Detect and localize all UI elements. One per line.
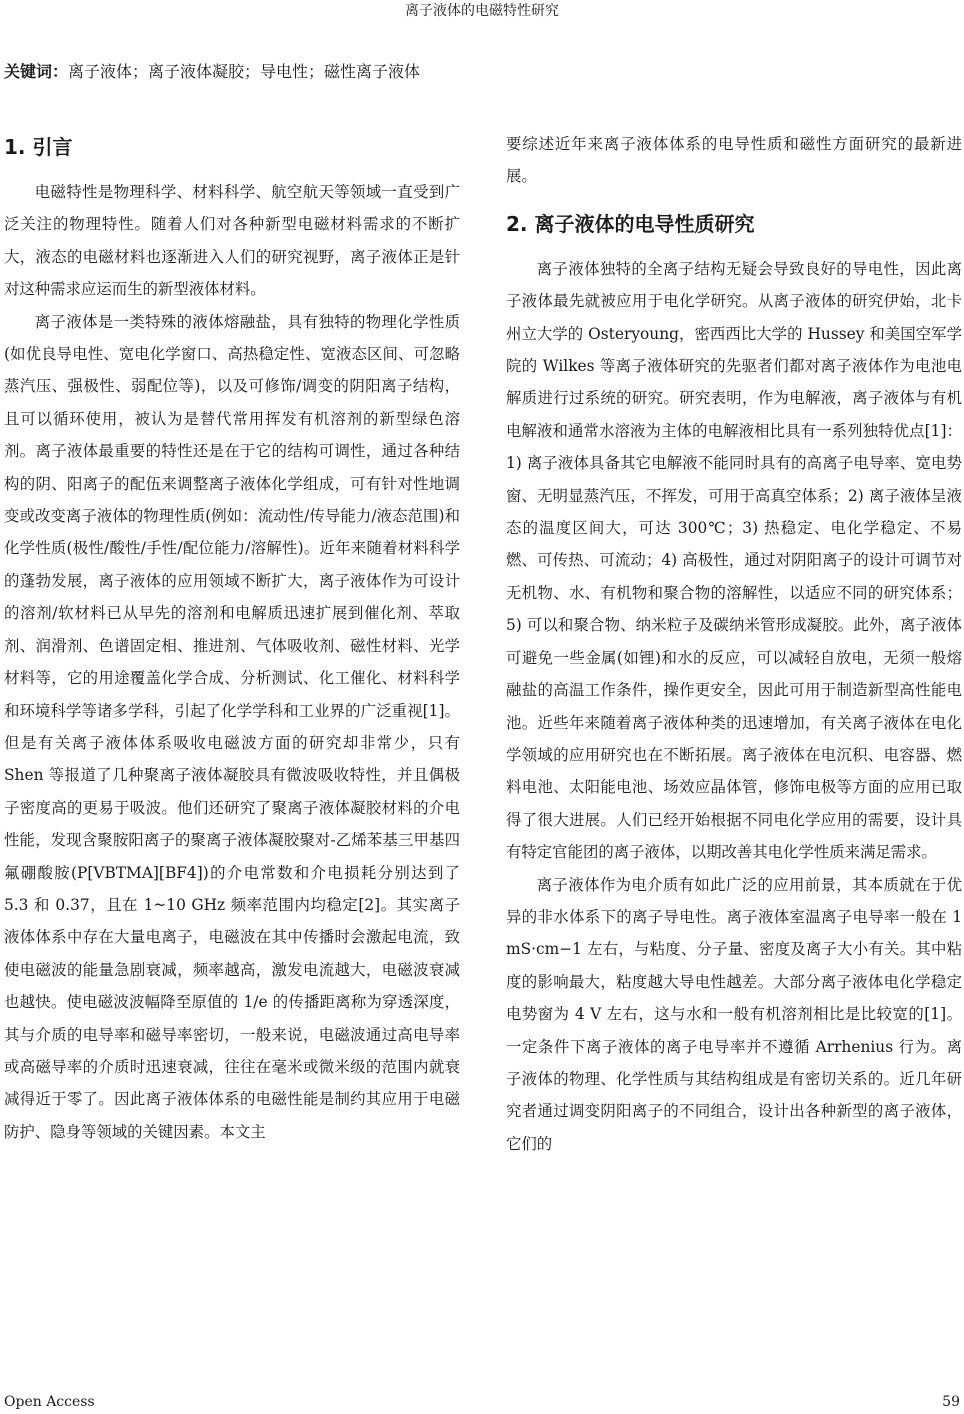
paragraph-intro-1: 电磁特性是物理科学、材料科学、航空航天等领域一直受到广泛关注的物理特性。随着人们对各种新型电磁材料需求的不断扩大，液态的电磁材料也逐渐进入人们的研究视野，离子液体正是针对这种需求应运而生的新型液体材料。 xyxy=(4,183,460,299)
keywords-text: 离子液体；离子液体凝胶；导电性；磁性离子液体 xyxy=(68,62,421,81)
footer-open-access: Open Access xyxy=(4,1394,95,1410)
paragraph-conductivity-2: 离子液体作为电介质有如此广泛的应用前景，其本质就在于优异的非水体系下的离子导电性。离子液体室温离子电导率一般在 1 mS·cm−1 左右，与粘度、分子量、密度及离子大小有关。其中粘度的影响最大，粘度越大导电性越差。大部分离子液体电化学稳定电势窗为 4 V 左右，这与水和一般有机溶剂相比是比较宽的[1]。一定条件下离子液体的离子电导率并不遵循 Arrhenius 行为。离子液体的物理、化学性质与其结构组成是有密切关系的。近几年研究者通过调变阴阳离子的不同组合，设计出各种新型的离子液体，它们的 xyxy=(506,875,962,1153)
section-heading-intro: 1. 引言 xyxy=(4,135,73,159)
paragraph-conductivity-1: 离子液体独特的全离子结构无疑会导致良好的导电性，因此离子液体最先就被应用于电化学研究。从离子液体的研究伊始，北卡州立大学的 Osteryoung，密西西比大学的 Hussey 和美国空军学院的 Wilkes 等离子液体研究的先驱者们都对离子液体作为电池电解质进行过系统的研究。研究表明，作为电解液，离子液体与有机电解液和通常水溶液为主体的电解液相比具有一系列独特优点[1]：1) 离子液体具备其它电解液不能同时具有的高离子电导率、宽电势窗、无明显蒸汽压，不挥发，可用于高真空体系；2) 离子液体呈液态的温度区间大，可达 300℃；3) 热稳定、电化学稳定、不易燃、可传热、可流动；4) 高极性，通过对阴阳离子的设计可调节对无机物、水、有机物和聚合物的溶解性，以适应不同的研究体系；5) 可以和聚合物、纳米粒子及碳纳米管形成凝胶。此外，离子液体可避免一些金属(如锂)和水的反应，可以减轻自放电，无须一般熔融盐的高温工作条件，操作更安全，因此可用于制造新型高性能电池。近些年来随着离子液体种类的迅速增加，有关离子液体在电化学领域的应用研究也在不断拓展。离子液体在电沉积、电容器、燃料电池、太阳能电池、场效应晶体管，修饰电极等方面的应用已取得了很大进展。人们已经开始根据不同电化学应用的需要，设计具有特定官能团的离子液体，以期改善其电化学性质来满足需求。 xyxy=(506,259,962,862)
section-heading-conductivity: 2. 离子液体的电导性质研究 xyxy=(506,211,755,236)
running-header: 离子液体的电磁特性研究 xyxy=(405,3,559,19)
paragraph-intro-continued: 要综述近年来离子液体体系的电导性质和磁性方面研究的最新进展。 xyxy=(506,135,962,186)
page-footer xyxy=(4,1392,960,1412)
keywords-line xyxy=(4,60,960,84)
page-number: 59 xyxy=(942,1394,960,1410)
paragraph-intro-2: 离子液体是一类特殊的液体熔融盐，具有独特的物理化学性质(如优良导电性、宽电化学窗口、高热稳定性、宽液态区间、可忽略蒸汽压、强极性、弱配位等)，以及可修饰/调变的阴阳离子结构，且可以循环使用，被认为是替代常用挥发有机溶剂的新型绿色溶剂。离子液体最重要的特性还是在于它的结构可调性，通过各种结构的阴、阳离子的配伍来调整离子液体化学组成，可有针对性地调变或改变离子液体的物理性质(例如：流动性/传导能力/液态范围)和化学性质(极性/酸性/手性/配位能力/溶解性)。近年来随着材料科学的蓬勃发展，离子液体的应用领域不断扩大，离子液体作为可设计的溶剂/软材料已从早先的溶剂和电解质迅速扩展到催化剂、萃取剂、润滑剂、色谱固定相、推进剂、气体吸收剂、磁性材料、光学材料等，它的用途覆盖化学合成、分析测试、化工催化、材料科学和环境科学等诸多学科，引起了化学学科和工业界的广泛重视[1]。但是有关离子液体体系吸收电磁波方面的研究却非常少，只有 Shen 等报道了几种聚离子液体凝胶具有微波吸收特性，并且偶极子密度高的更易于吸波。他们还研究了聚离子液体凝胶材料的介电性能，发现含聚胺阳离子的聚离子液体凝胶聚对-乙烯苯基三甲基四氟硼酸胺(P[VBTMA][BF4])的介电常数和介电损耗分别达到了 5.3 和 0.37，且在 1~10 GHz 频率范围内均稳定[2]。其实离子液体体系中存在大量电离子，电磁波在其中传播时会激起电流，致使电磁波的能量急剧衰减，频率越高，激发电流越大，电磁波衰减也越快。使电磁波波幅降至原值的 1/e 的传播距离称为穿透深度，其与介质的电导率和磁导率密切，一般来说，电磁波通过高电导率或高磁导率的介质时迅速衰减，往往在毫米或微米级的范围内就衰减得近于零了。因此离子液体体系的电磁性能是制约其应用于电磁防护、隐身等领域的关键因素。本文主 xyxy=(4,312,460,1141)
keywords-label: 关键词： xyxy=(4,62,69,81)
right-column xyxy=(506,128,962,1160)
left-column xyxy=(4,128,460,1148)
